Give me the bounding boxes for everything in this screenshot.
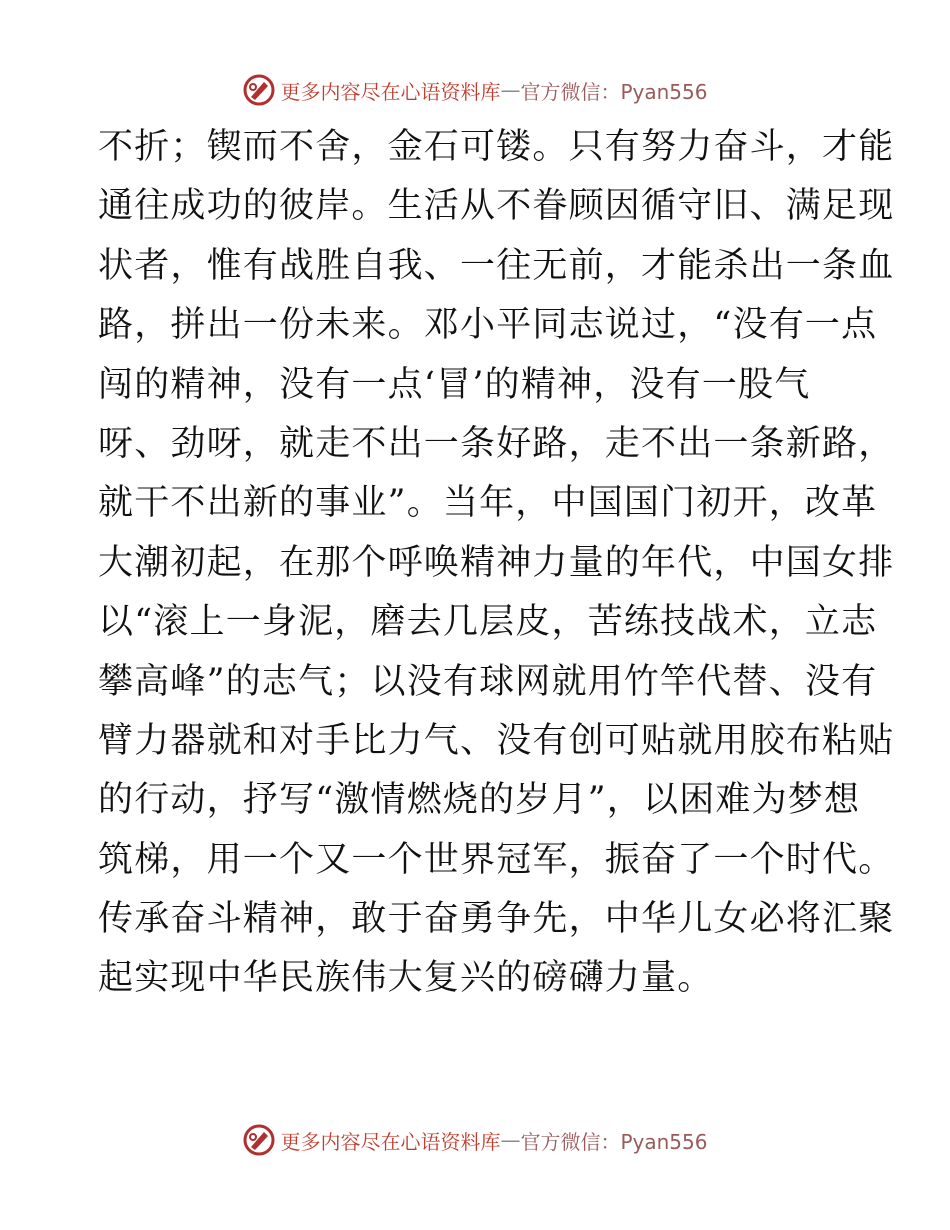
banner-wechat-text: 官方微信：Pyan556 (520, 79, 708, 104)
text-line: 呀、劲呀，就走不出一条好路，走不出一条新路， (98, 423, 895, 464)
text-line: 的行动，抒写“激情燃烧的岁月”，以困难为梦想 (98, 780, 861, 821)
header-banner (0, 70, 950, 110)
text-line: 以“滚上一身泥，磨去几层皮，苦练技战术，立志 (98, 602, 878, 643)
text-line: 臂力器就和对手比力气、没有创可贴就用胶布粘贴 (98, 720, 895, 761)
text-line: 路，拼出一份未来。邓小平同志说过，“没有一点 (98, 305, 878, 346)
text-line: 筑梯，用一个又一个世界冠军，振奋了一个时代。 (98, 839, 895, 880)
article-body (98, 118, 895, 1009)
text-line: 闯的精神，没有一点‘冒’的精神，没有一股气 (98, 364, 811, 405)
text-line: 起实现中华民族伟大复兴的磅礴力量。 (98, 958, 714, 999)
banner-main-text: 更多内容尽在心语资料库 (280, 1129, 501, 1154)
banner-wechat-text: 官方微信：Pyan556 (520, 1129, 708, 1154)
text-line: 就干不出新的事业”。当年，中国国门初开，改革 (98, 483, 878, 524)
banner-separator: — (500, 1128, 521, 1152)
text-line: 状者，惟有战胜自我、一往无前，才能杀出一条血 (98, 245, 895, 286)
text-line: 通往成功的彼岸。生活从不眷顾因循守旧、满足现 (98, 186, 895, 227)
banner-main-text: 更多内容尽在心语资料库 (280, 79, 501, 104)
text-line: 攀高峰”的志气；以没有球网就用竹竿代替、没有 (98, 661, 878, 702)
banner-separator: — (500, 78, 521, 102)
text-line: 不折；锲而不舍，金石可镂。只有努力奋斗，才能 (98, 127, 895, 167)
text-line: 大潮初起，在那个呼唤精神力量的年代，中国女排 (98, 542, 895, 583)
brand-logo-icon (242, 1123, 276, 1157)
text-line: 传承奋斗精神，敢于奋勇争先，中华儿女必将汇聚 (98, 899, 895, 940)
footer-banner (0, 1120, 950, 1160)
brand-logo-icon (242, 73, 276, 107)
